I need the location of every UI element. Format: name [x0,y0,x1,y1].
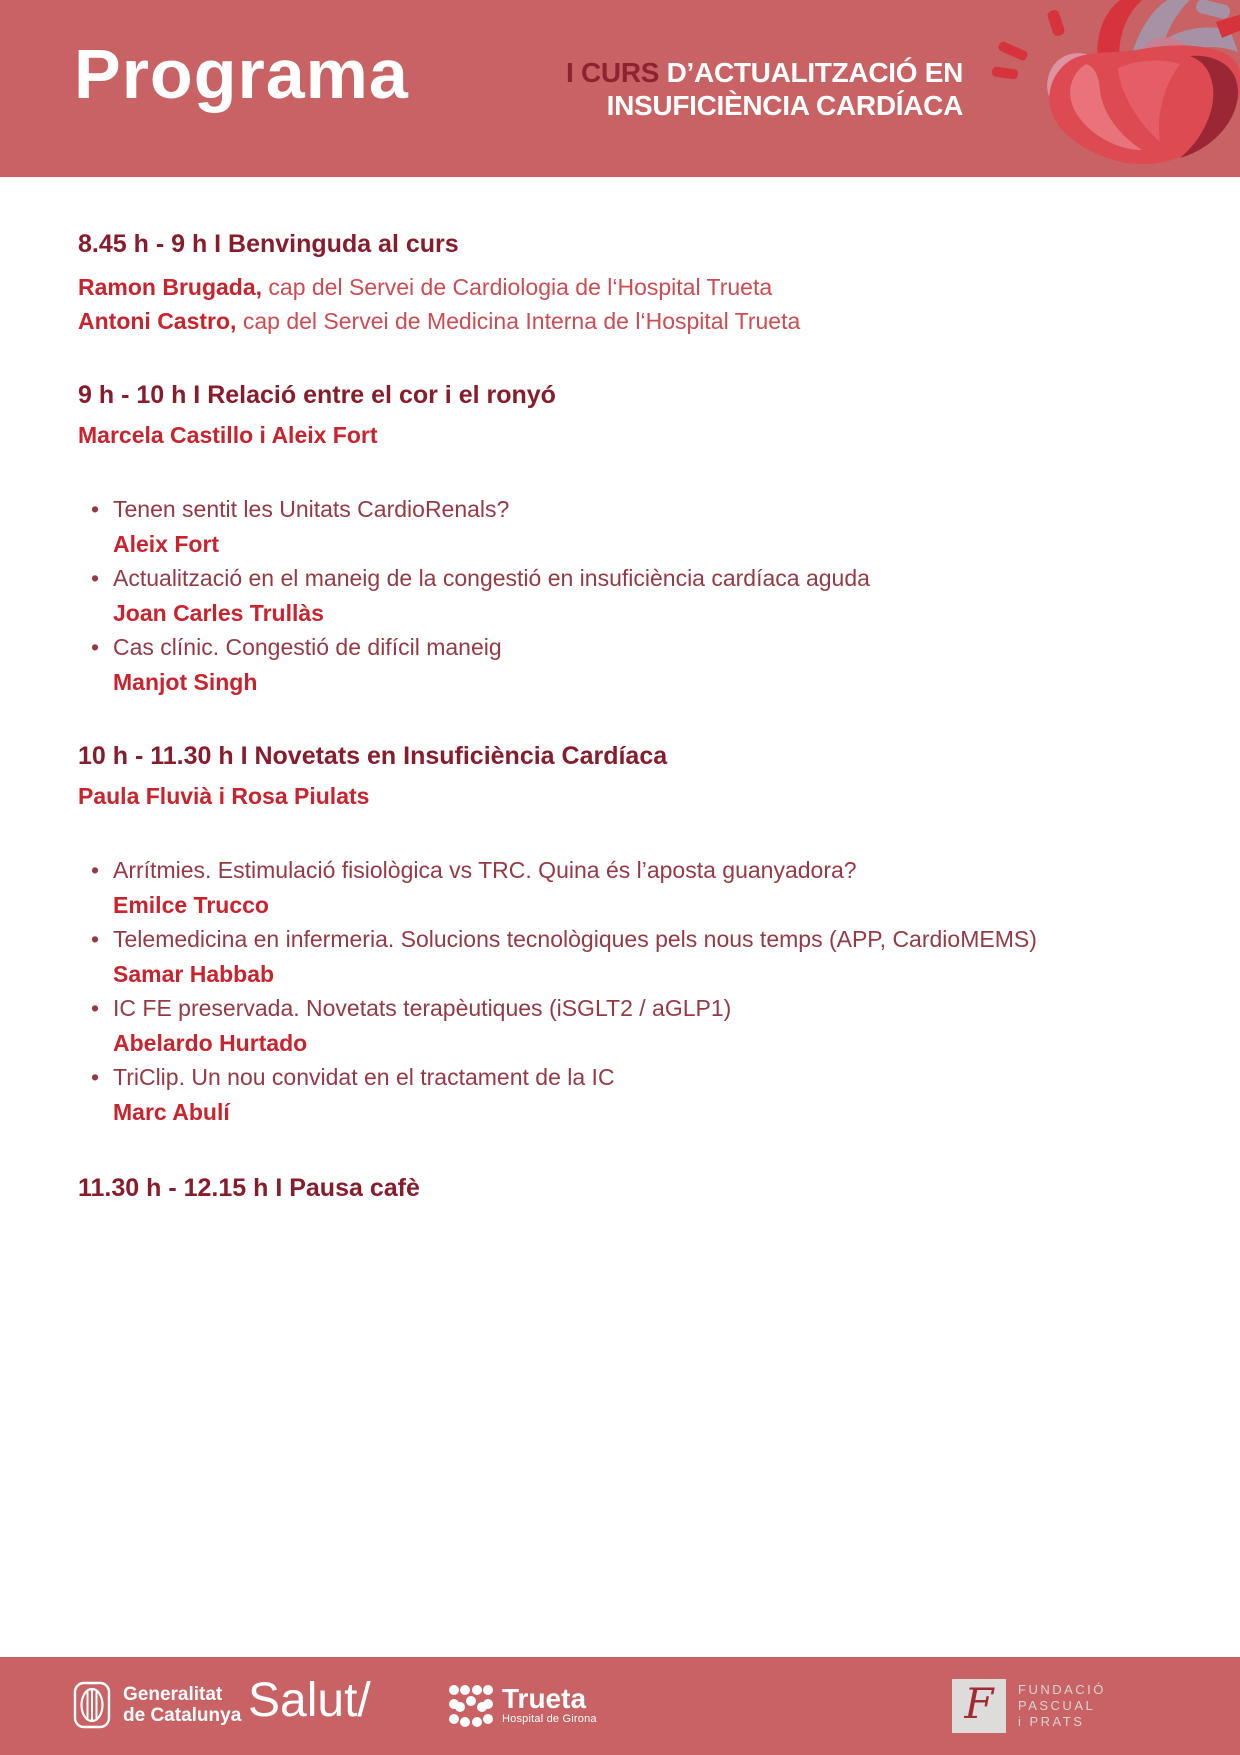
trueta-dots-icon [448,1683,494,1727]
course-title [566,56,963,122]
fundacio-pascual-prats-logo [952,1679,1106,1733]
talk-item [113,853,1038,922]
section-speakers [78,270,1162,338]
section-cor-ronyo [78,381,1162,699]
section-time-heading: 8.45 h - 9 h I Benvinguda al curs [78,230,459,258]
salut-logo-text: Salut/ [248,1674,371,1727]
page-title: Programa [74,35,409,113]
talk-title: • Tenen sentit les Unitats CardioRenals? [113,496,510,522]
talk-title: • Telemedicina en infermeria. Solucions tecnològiques pels nous temps (APP, CardioMEMS) [113,926,1037,952]
section-time-heading: 9 h - 10 h I Relació entre el cor i el ronyó [78,381,556,409]
speaker-line [78,270,1162,304]
fundacio-monogram-letter: F [964,1679,994,1728]
talk-speaker: Abelardo Hurtado [113,1029,308,1056]
talk-item [113,630,1038,699]
trueta-subtitle: Hospital de Girona [502,1712,597,1725]
footer-band [0,1657,1240,1755]
fundacio-line2: PASCUAL [1018,1698,1096,1713]
section-moderators: Marcela Castillo i Aleix Fort [78,422,378,448]
fundacio-line3: i PRATS [1018,1714,1085,1729]
speaker-role: cap del Servei de Cardiologia de l‘Hospital Trueta [262,274,773,300]
speaker-line [78,304,1162,338]
speaker-name: Ramon Brugada, [78,274,263,300]
generalitat-logo [73,1681,241,1729]
generalitat-line1: Generalitat [123,1684,223,1705]
generalitat-logo-text [123,1684,241,1726]
fundacio-logo-text [1018,1682,1106,1730]
talk-speaker: Emilce Trucco [113,891,269,918]
generalitat-shield-icon [73,1681,111,1729]
talk-item [113,991,1038,1060]
talk-speaker: Manjot Singh [113,668,258,695]
talks-list [78,492,1038,699]
trueta-logo [448,1683,597,1727]
trueta-logo-text [502,1682,597,1726]
section-pausa-cafe [78,1174,1162,1202]
talks-list [78,853,1038,1129]
header-band [0,0,1240,177]
section-moderators: Paula Fluvià i Rosa Piulats [78,783,370,809]
speaker-name: Antoni Castro, [78,308,237,334]
course-title-line2: INSUFICIÈNCIA CARDÍACA [606,90,963,121]
talk-item [113,561,1038,630]
talk-title: • IC FE preservada. Novetats terapèutiques (iSGLT2 / aGLP1) [113,995,732,1021]
talk-speaker: Aleix Fort [113,530,220,557]
section-benvinguda [78,230,1162,338]
section-time-heading: 11.30 h - 12.15 h I Pausa cafè [78,1174,420,1202]
talk-title: • Cas clínic. Congestió de difícil maneig [113,634,502,660]
course-title-line1-rest: D’ACTUALITZACIÓ EN [659,57,963,88]
anatomical-heart-icon [990,0,1240,174]
fundacio-line1: FUNDACIÓ [1018,1682,1106,1697]
talk-item [113,922,1038,991]
talk-title: • Arrítmies. Estimulació fisiològica vs TRC. Quina és l’aposta guanyadora? [113,857,857,883]
fundacio-monogram-icon [952,1679,1006,1733]
speaker-role: cap del Servei de Medicina Interna de l‘Hospital Trueta [236,308,801,334]
program-content [0,177,1240,1202]
talk-title: • Actualització en el maneig de la congestió en insuficiència cardíaca aguda [113,565,870,591]
section-time-heading: 10 h - 11.30 h I Novetats en Insuficiència Cardíaca [78,742,668,770]
talk-item [113,492,1038,561]
trueta-name: Trueta [502,1682,587,1714]
generalitat-line2: de Catalunya [123,1705,242,1726]
talk-title: • TriClip. Un nou convidat en el tractament de la IC [113,1064,615,1090]
talk-speaker: Marc Abulí [113,1098,230,1125]
talk-speaker: Joan Carles Trullàs [113,599,324,626]
talk-speaker: Samar Habbab [113,960,275,987]
section-novetats [78,742,1162,1129]
talk-item [113,1060,1038,1129]
course-title-accent: I CURS [566,57,660,88]
